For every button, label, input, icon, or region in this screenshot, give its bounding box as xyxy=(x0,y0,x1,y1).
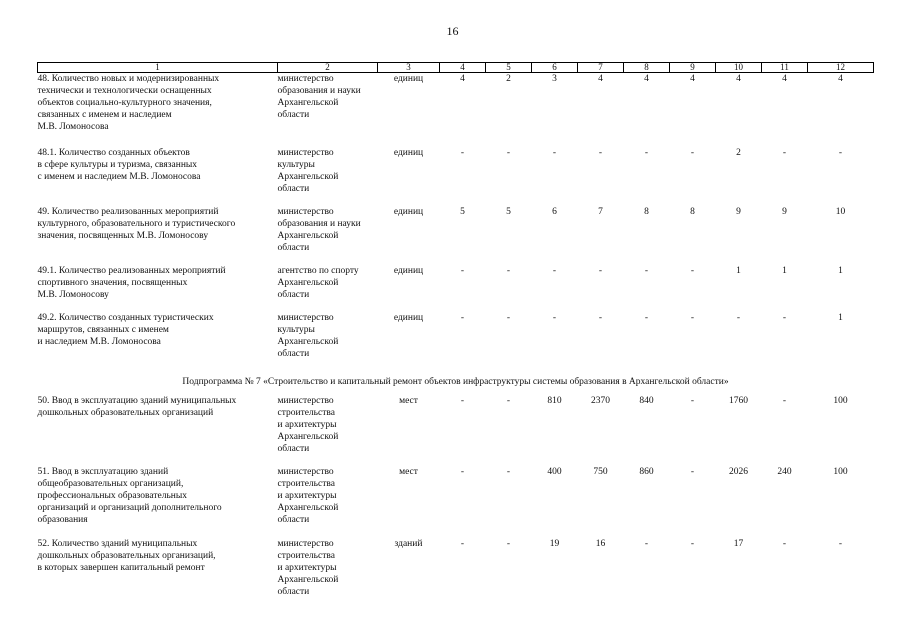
year-value-col-11: 9 xyxy=(782,206,787,217)
agency-text: министерство строительства и архитектуры Архангельской области xyxy=(277,466,339,525)
indicator-name xyxy=(38,466,278,538)
indicator-name-text: 48.1. Количество созданных объектов в сфере культуры и туризма, связанных с именем и наследием М.В. Ломоносова xyxy=(37,147,201,182)
year-value-col-9: - xyxy=(690,265,695,276)
year-value-col-5: - xyxy=(506,147,511,158)
unit-of-measure: единиц xyxy=(393,312,424,323)
responsible-agency xyxy=(278,312,378,369)
year-value-col-9: - xyxy=(690,312,695,323)
column-header-3: 3 xyxy=(378,63,440,73)
year-value-col-6: 810 xyxy=(547,395,562,406)
year-value-col-9: - xyxy=(690,466,695,477)
indicators-table xyxy=(37,62,874,602)
year-value-col-10: 4 xyxy=(736,74,741,84)
column-header-9: 9 xyxy=(670,63,716,73)
column-header-5: 5 xyxy=(486,63,532,73)
indicator-row xyxy=(38,395,874,466)
column-header-6: 6 xyxy=(532,63,578,73)
indicator-row xyxy=(38,466,874,538)
page-number: 16 xyxy=(446,24,459,38)
year-value-col-7: 4 xyxy=(598,74,603,84)
indicator-row xyxy=(38,147,874,206)
column-header-1: 1 xyxy=(38,63,278,73)
year-value-col-10: 1 xyxy=(736,265,741,276)
year-value-col-8: - xyxy=(644,538,649,549)
year-value-col-6: - xyxy=(552,265,557,276)
year-value-col-8: 840 xyxy=(639,395,654,406)
year-value-col-5: - xyxy=(506,538,511,549)
unit-of-measure: единиц xyxy=(393,206,424,217)
agency-text: министерство строительства и архитектуры Архангельской области xyxy=(277,538,339,597)
unit-of-measure: мест xyxy=(399,466,418,477)
indicator-name xyxy=(38,265,278,312)
column-header-11: 11 xyxy=(762,63,808,73)
year-value-col-7: 2370 xyxy=(591,395,610,406)
subprogram-heading: Подпрограмма № 7 «Строительство и капитальный ремонт объектов инфраструктуры системы образования в Архангельской области» xyxy=(182,376,729,387)
year-value-col-5: - xyxy=(506,395,511,406)
year-value-col-12: 10 xyxy=(835,206,846,217)
indicator-name-text: 52. Количество зданий муниципальных дошкольных образовательных организаций, в которых завершен капитальный ремонт xyxy=(37,538,216,573)
agency-text: министерство образования и науки Архангельской области xyxy=(277,74,361,120)
indicator-row xyxy=(38,312,874,369)
year-value-col-12: 100 xyxy=(833,395,848,406)
responsible-agency xyxy=(278,206,378,265)
unit-of-measure: единиц xyxy=(393,74,424,84)
year-value-col-6: 3 xyxy=(552,74,557,84)
responsible-agency xyxy=(278,466,378,538)
unit-of-measure: единиц xyxy=(393,147,424,158)
indicator-row xyxy=(38,73,874,147)
year-value-col-11: - xyxy=(782,395,787,406)
year-value-col-12: - xyxy=(838,538,843,549)
year-value-col-9: - xyxy=(690,538,695,549)
year-value-col-8: - xyxy=(644,312,649,323)
year-value-col-6: 6 xyxy=(552,206,557,217)
year-value-col-12: - xyxy=(838,147,843,158)
indicator-name-text: 48. Количество новых и модернизированных технически и технологически оснащенных объектов социально-культурного значения, связанных с именем и наследием М.В. Ломоносова xyxy=(37,74,220,132)
unit-of-measure: единиц xyxy=(393,265,424,276)
responsible-agency xyxy=(278,538,378,602)
year-value-col-12: 1 xyxy=(838,312,843,323)
year-value-col-6: 19 xyxy=(549,538,560,549)
unit-of-measure: мест xyxy=(399,395,418,406)
responsible-agency xyxy=(278,395,378,466)
year-value-col-7: - xyxy=(598,312,603,323)
indicator-name-text: 50. Ввод в эксплуатацию зданий муниципальных дошкольных образовательных организаций xyxy=(37,395,237,418)
year-value-col-10: - xyxy=(736,312,741,323)
year-value-col-4: - xyxy=(460,312,465,323)
indicator-row xyxy=(38,265,874,312)
year-value-col-5: - xyxy=(506,466,511,477)
year-value-col-10: 2026 xyxy=(729,466,748,477)
year-value-col-10: 17 xyxy=(733,538,744,549)
column-header-8: 8 xyxy=(624,63,670,73)
year-value-col-7: 16 xyxy=(595,538,606,549)
year-value-col-8: 8 xyxy=(644,206,649,217)
agency-text: министерство образования и науки Архангельской области xyxy=(277,206,361,253)
column-header-7: 7 xyxy=(578,63,624,73)
year-value-col-11: 240 xyxy=(777,466,792,477)
year-value-col-4: - xyxy=(460,466,465,477)
indicator-row xyxy=(38,538,874,602)
year-value-col-8: 4 xyxy=(644,74,649,84)
indicator-name xyxy=(38,312,278,369)
responsible-agency xyxy=(278,265,378,312)
year-value-col-8: - xyxy=(644,147,649,158)
column-header-4: 4 xyxy=(440,63,486,73)
indicator-name xyxy=(38,538,278,602)
year-value-col-12: 1 xyxy=(838,265,843,276)
year-value-col-4: - xyxy=(460,395,465,406)
column-number-header xyxy=(38,63,874,73)
year-value-col-9: - xyxy=(690,147,695,158)
indicator-name xyxy=(38,73,278,147)
year-value-col-10: 9 xyxy=(736,206,741,217)
year-value-col-4: 5 xyxy=(460,206,465,217)
agency-text: агентство по спорту Архангельской области xyxy=(277,265,359,300)
year-value-col-4: - xyxy=(460,265,465,276)
year-value-col-7: - xyxy=(598,147,603,158)
year-value-col-10: 1760 xyxy=(729,395,748,406)
responsible-agency xyxy=(278,147,378,206)
agency-text: министерство культуры Архангельской области xyxy=(277,312,339,359)
subprogram-heading-row xyxy=(38,369,874,395)
indicator-name-text: 49.1. Количество реализованных мероприятий спортивного значения, посвященных М.В. Ломоносову xyxy=(37,265,226,300)
year-value-col-5: 5 xyxy=(506,206,511,217)
agency-text: министерство строительства и архитектуры Архангельской области xyxy=(277,395,339,454)
year-value-col-9: - xyxy=(690,395,695,406)
indicator-name-text: 51. Ввод в эксплуатацию зданий общеобразовательных организаций, профессиональных образовательных организаций и организаций дополнительного образования xyxy=(37,466,222,525)
indicator-name-text: 49. Количество реализованных мероприятий культурного, образовательного и туристического значения, посвященных М.В. Ломоносову xyxy=(37,206,236,241)
column-header-10: 10 xyxy=(716,63,762,73)
year-value-col-12: 4 xyxy=(838,74,843,84)
table-body xyxy=(38,73,874,602)
year-value-col-9: 4 xyxy=(690,74,695,84)
unit-of-measure: зданий xyxy=(394,538,423,549)
year-value-col-11: - xyxy=(782,538,787,549)
year-value-col-8: 860 xyxy=(639,466,654,477)
year-value-col-8: - xyxy=(644,265,649,276)
year-value-col-4: - xyxy=(460,147,465,158)
year-value-col-12: 100 xyxy=(833,466,848,477)
year-value-col-5: - xyxy=(506,312,511,323)
year-value-col-9: 8 xyxy=(690,206,695,217)
year-value-col-11: 4 xyxy=(782,74,787,84)
year-value-col-7: 750 xyxy=(593,466,608,477)
agency-text: министерство культуры Архангельской области xyxy=(277,147,339,194)
responsible-agency xyxy=(278,73,378,147)
year-value-col-6: - xyxy=(552,312,557,323)
year-value-col-6: 400 xyxy=(547,466,562,477)
year-value-col-7: - xyxy=(598,265,603,276)
column-header-12: 12 xyxy=(808,63,874,73)
year-value-col-5: 2 xyxy=(506,74,511,84)
year-value-col-6: - xyxy=(552,147,557,158)
year-value-col-4: - xyxy=(460,538,465,549)
indicator-name xyxy=(38,147,278,206)
year-value-col-5: - xyxy=(506,265,511,276)
year-value-col-11: 1 xyxy=(782,265,787,276)
indicator-name-text: 49.2. Количество созданных туристических маршрутов, связанных с именем и наследием М.В. Ломоносова xyxy=(37,312,214,347)
year-value-col-7: 7 xyxy=(598,206,603,217)
year-value-col-10: 2 xyxy=(736,147,741,158)
column-header-2: 2 xyxy=(278,63,378,73)
year-value-col-11: - xyxy=(782,147,787,158)
indicator-name xyxy=(38,395,278,466)
year-value-col-11: - xyxy=(782,312,787,323)
indicator-row xyxy=(38,206,874,265)
indicator-name xyxy=(38,206,278,265)
year-value-col-4: 4 xyxy=(460,74,465,84)
